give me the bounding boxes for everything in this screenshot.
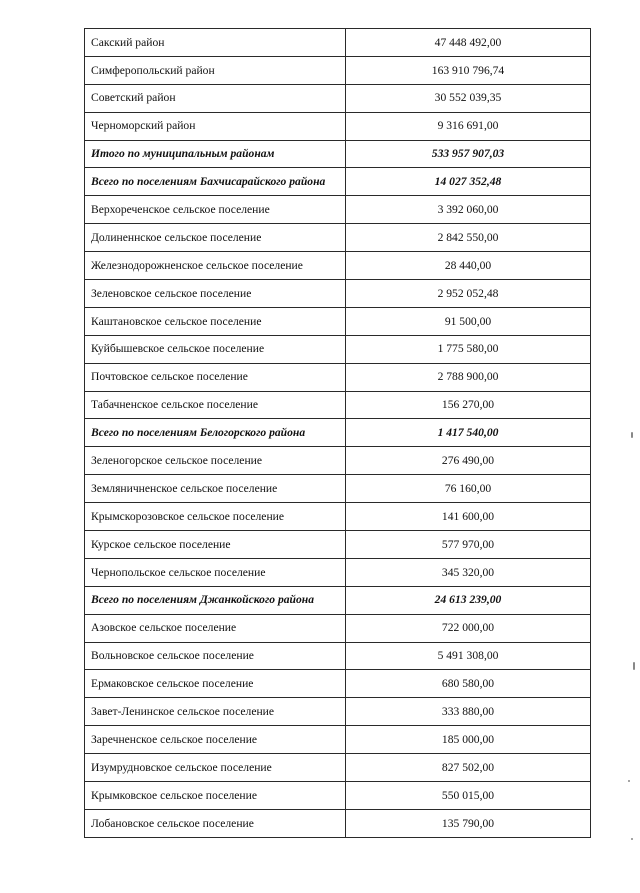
table-row [85, 252, 591, 280]
row-amount-cell: 577 970,00 [346, 531, 591, 559]
row-name-cell: Всего по поселениям Белогорского района [85, 419, 346, 447]
row-name-cell: Чернопольское сельское поселение [85, 558, 346, 586]
row-name-cell: Крымковское сельское поселение [85, 782, 346, 810]
table-row [85, 475, 591, 503]
table-row [85, 280, 591, 308]
row-amount-cell: 76 160,00 [346, 475, 591, 503]
row-amount-cell: 91 500,00 [346, 307, 591, 335]
row-name-cell: Советский район [85, 84, 346, 112]
row-amount-cell: 2 788 900,00 [346, 363, 591, 391]
table-row [85, 614, 591, 642]
row-name-cell: Крымскорозовское сельское поселение [85, 503, 346, 531]
row-amount-cell: 30 552 039,35 [346, 84, 591, 112]
row-name-cell: Вольновское сельское поселение [85, 642, 346, 670]
scan-speck [628, 780, 630, 782]
row-name-cell: Черноморский район [85, 112, 346, 140]
row-name-cell: Почтовское сельское поселение [85, 363, 346, 391]
table-row [85, 698, 591, 726]
row-name-cell: Сакский район [85, 29, 346, 57]
row-name-cell: Земляничненское сельское поселение [85, 475, 346, 503]
row-amount-cell: 3 392 060,00 [346, 196, 591, 224]
row-amount-cell: 163 910 796,74 [346, 56, 591, 84]
table-row [85, 503, 591, 531]
row-amount-cell: 156 270,00 [346, 391, 591, 419]
row-amount-cell: 345 320,00 [346, 558, 591, 586]
table-row [85, 56, 591, 84]
table-row [85, 29, 591, 57]
table-row [85, 224, 591, 252]
row-amount-cell: 550 015,00 [346, 782, 591, 810]
table-row [85, 782, 591, 810]
table-total-row [85, 586, 591, 614]
row-name-cell: Долиненнское сельское поселение [85, 224, 346, 252]
row-amount-cell: 141 600,00 [346, 503, 591, 531]
row-amount-cell: 185 000,00 [346, 726, 591, 754]
row-amount-cell: 28 440,00 [346, 252, 591, 280]
row-name-cell: Лобановское сельское поселение [85, 809, 346, 837]
table-row [85, 84, 591, 112]
table-row [85, 391, 591, 419]
table-row [85, 335, 591, 363]
table-row [85, 642, 591, 670]
row-amount-cell: 722 000,00 [346, 614, 591, 642]
table-total-row [85, 140, 591, 168]
scan-speck [633, 662, 635, 670]
scan-speck [631, 838, 633, 840]
row-name-cell: Изумрудновское сельское поселение [85, 754, 346, 782]
row-name-cell: Верхореченское сельское поселение [85, 196, 346, 224]
row-name-cell: Железнодорожненское сельское поселение [85, 252, 346, 280]
table-row [85, 112, 591, 140]
row-name-cell: Завет-Ленинское сельское поселение [85, 698, 346, 726]
row-amount-cell: 5 491 308,00 [346, 642, 591, 670]
row-name-cell: Курское сельское поселение [85, 531, 346, 559]
table-row [85, 809, 591, 837]
row-amount-cell: 680 580,00 [346, 670, 591, 698]
row-name-cell: Куйбышевское сельское поселение [85, 335, 346, 363]
row-amount-cell: 24 613 239,00 [346, 586, 591, 614]
row-name-cell: Табачненское сельское поселение [85, 391, 346, 419]
row-amount-cell: 1 775 580,00 [346, 335, 591, 363]
table-row [85, 196, 591, 224]
row-name-cell: Зеленовское сельское поселение [85, 280, 346, 308]
row-name-cell: Итого по муниципальным районам [85, 140, 346, 168]
table-row [85, 726, 591, 754]
scan-speck [631, 432, 633, 438]
table-row [85, 558, 591, 586]
row-name-cell: Симферопольский район [85, 56, 346, 84]
row-amount-cell: 827 502,00 [346, 754, 591, 782]
row-name-cell: Азовское сельское поселение [85, 614, 346, 642]
row-name-cell: Всего по поселениям Джанкойского района [85, 586, 346, 614]
table-row [85, 754, 591, 782]
table-row [85, 531, 591, 559]
row-name-cell: Каштановское сельское поселение [85, 307, 346, 335]
row-amount-cell: 533 957 907,03 [346, 140, 591, 168]
table-row [85, 447, 591, 475]
table-row [85, 670, 591, 698]
row-amount-cell: 47 448 492,00 [346, 29, 591, 57]
table-total-row [85, 168, 591, 196]
row-name-cell: Ермаковское сельское поселение [85, 670, 346, 698]
row-name-cell: Зеленогорское сельское поселение [85, 447, 346, 475]
row-amount-cell: 135 790,00 [346, 809, 591, 837]
row-amount-cell: 14 027 352,48 [346, 168, 591, 196]
row-name-cell: Всего по поселениям Бахчисарайского района [85, 168, 346, 196]
table-row [85, 363, 591, 391]
table-total-row [85, 419, 591, 447]
row-amount-cell: 276 490,00 [346, 447, 591, 475]
row-amount-cell: 333 880,00 [346, 698, 591, 726]
row-amount-cell: 2 842 550,00 [346, 224, 591, 252]
row-amount-cell: 1 417 540,00 [346, 419, 591, 447]
budget-table [84, 28, 591, 838]
budget-table-body [85, 29, 591, 838]
table-row [85, 307, 591, 335]
row-name-cell: Заречненское сельское поселение [85, 726, 346, 754]
row-amount-cell: 2 952 052,48 [346, 280, 591, 308]
row-amount-cell: 9 316 691,00 [346, 112, 591, 140]
